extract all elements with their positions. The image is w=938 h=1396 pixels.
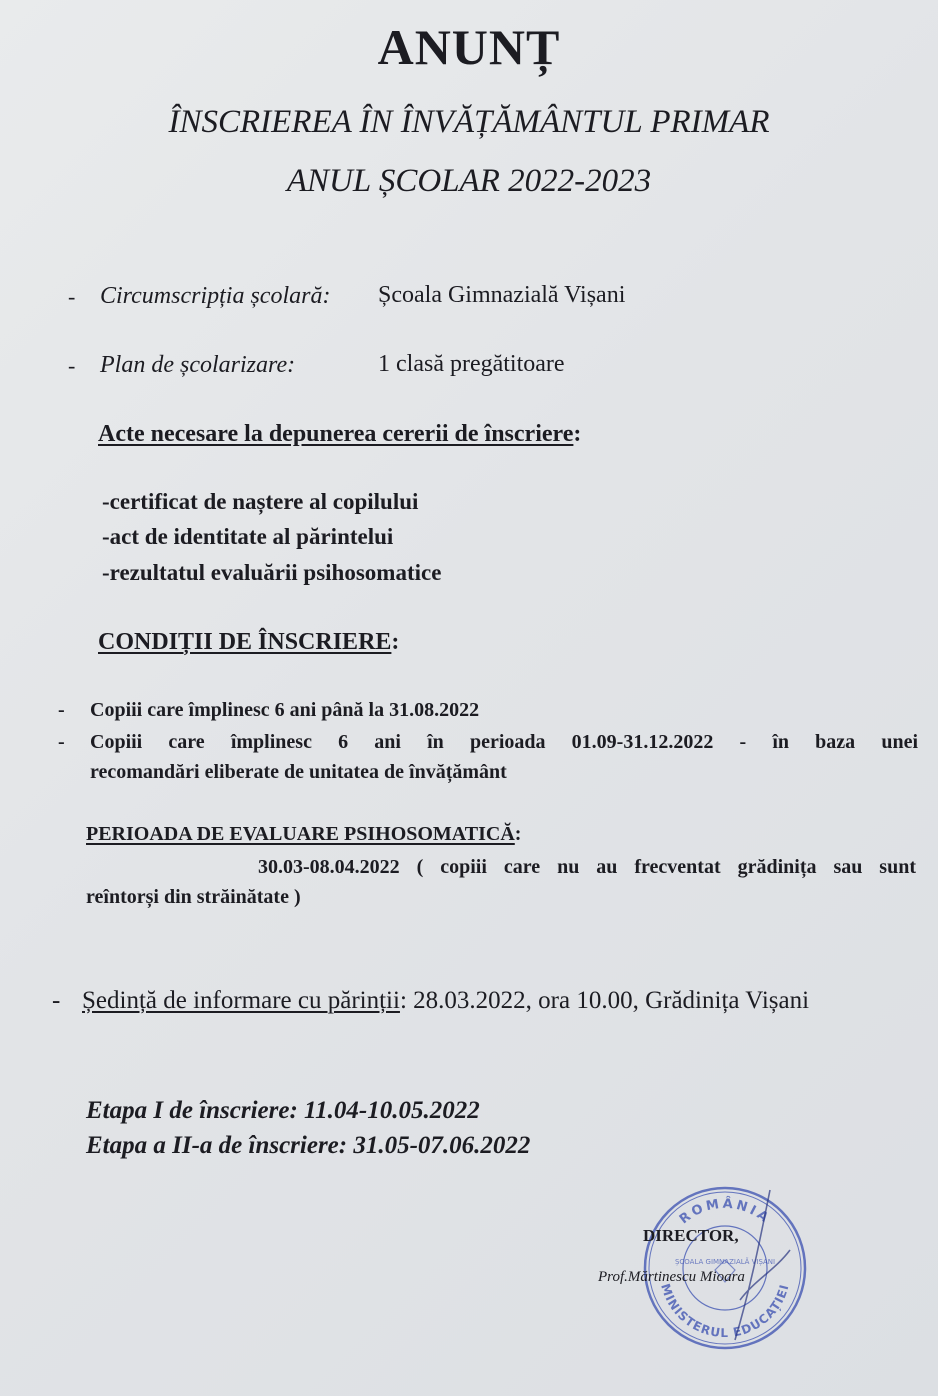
dash-marker: - [58,731,65,753]
school-stamp [640,1180,810,1350]
plan-label: Plan de școlarizare: [100,352,296,378]
stamp-text-top: ROMÂNIA [676,1196,774,1228]
document-item: -rezultatul evaluării psihosomatice [102,560,442,585]
meeting-info [82,987,809,1015]
conditions-heading-colon: : [391,629,400,655]
dash-marker: - [68,284,76,309]
conditions-heading-text: CONDIȚII DE ÎNSCRIERE [98,629,392,655]
signature-role: DIRECTOR, [643,1226,739,1245]
meeting-label: Ședință de informare cu părinții [82,987,400,1014]
stamp-text-inner: ȘCOALA GIMNAZIALĂ VIȘANI [674,1258,776,1266]
documents-heading [98,421,581,448]
condition-item: Copiii care împlinesc 6 ani în perioada 01.09-31.12.2022 - în baza unei [90,731,918,753]
condition-item-continued: recomandări eliberate de unitatea de învățământ [90,761,507,783]
dash-marker: - [52,987,61,1014]
stage-one: Etapa I de înscriere: 11.04-10.05.2022 [86,1097,480,1124]
document-item: -act de identitate al părintelui [102,524,394,549]
signature-name: Prof.Mărtinescu Mioara [598,1269,745,1285]
stage-two: Etapa a II-a de înscriere: 31.05-07.06.2022 [86,1132,531,1159]
district-value: Școala Gimnazială Vișani [378,282,626,308]
dash-marker: - [58,699,65,721]
evaluation-heading [86,823,521,846]
svg-text:ROMÂNIA [677,1196,773,1228]
meeting-details: : 28.03.2022, ora 10.00, Grădinița Vișani [399,987,810,1014]
document-item: -certificat de naștere al copilului [102,489,419,514]
stamp-text-bottom: MINISTERUL EDUCAȚIEI [658,1281,792,1341]
evaluation-heading-text: PERIOADA DE EVALUARE PSIHOSOMATICĂ [86,823,515,845]
evaluation-period: 30.03-08.04.2022 ( copiii care nu au frecventat grădinița sau sunt [258,856,916,878]
svg-text:MINISTERUL EDUCAȚIEI [658,1282,791,1340]
page-title: ANUNȚ [377,19,561,75]
conditions-heading [98,629,399,656]
documents-heading-text: Acte necesare la depunerea cererii de înscriere [98,421,574,447]
subtitle-school-year: ANUL ȘCOLAR 2022-2023 [286,163,652,199]
documents-heading-colon: : [573,421,582,447]
district-label: Circumscripția școlară: [100,283,331,309]
subtitle-enrollment: ÎNSCRIEREA ÎN ÎNVĂȚĂMÂNTUL PRIMAR [168,104,770,140]
condition-item: Copiii care împlinesc 6 ani până la 31.08.2022 [90,699,480,721]
dash-marker: - [68,353,76,378]
evaluation-heading-colon: : [514,823,522,845]
plan-value: 1 clasă pregătitoare [378,351,565,377]
evaluation-period-continued: reîntorși din străinătate ) [86,886,301,908]
